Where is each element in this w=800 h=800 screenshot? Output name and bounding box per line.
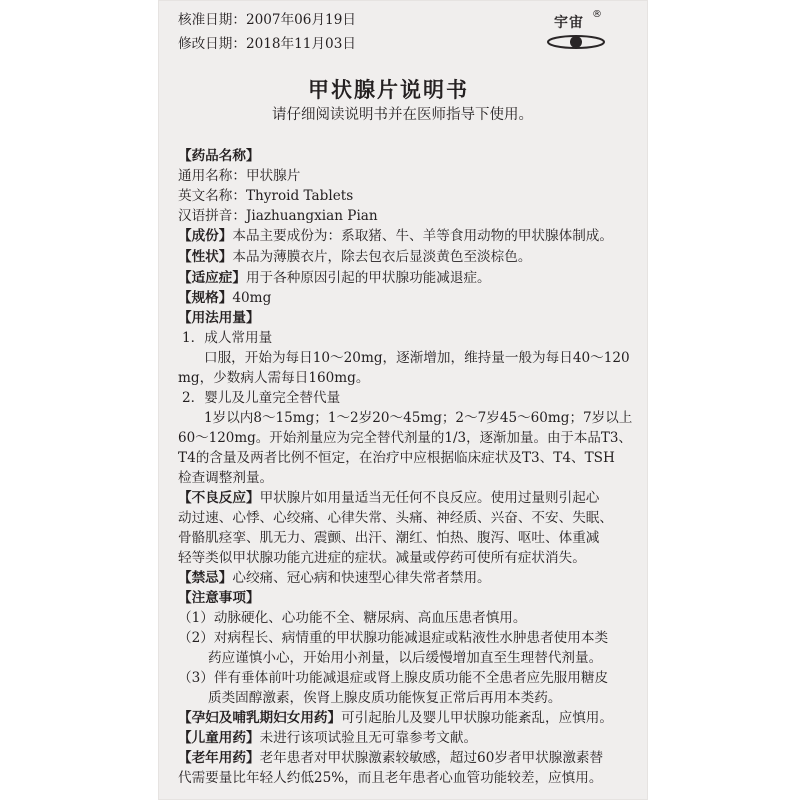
pinyin-name: 汉语拼音：Jiazhuangxian Pian [178,208,378,224]
leaflet-paper [158,0,648,800]
document-title: 甲状腺片说明书 [308,78,469,102]
approval-date: 核准日期：2007年06月19日 [178,12,356,28]
composition-row [178,230,613,244]
registered-mark: ® [592,9,602,20]
adult-dose-line: mg，少数病人需每日160mg。 [178,370,370,386]
adverse-line: 轻等类似甲状腺功能亢进症的症状。减量或停药可使所有症状消失。 [178,550,586,566]
character-label: 【性状】 [178,249,233,265]
pregnancy-row [178,712,613,726]
contraindication-text: 心绞痛、冠心病和快速型心律失常者禁用。 [232,570,491,586]
revision-date: 修改日期：2018年11月03日 [178,36,356,52]
character-row [178,251,531,265]
child-dose-line: T4的含量及两者比例不恒定，在治疗中应根据临床症状及T3、T4、TSH [178,450,615,466]
children-label: 【儿童用药】 [178,730,260,746]
document-subtitle: 请仔细阅读说明书并在医师指导下使用。 [272,107,533,123]
brand-logo [546,10,610,58]
character-text: 本品为薄膜衣片，除去包衣后显淡黄色至淡棕色。 [232,249,532,265]
composition-text: 本品主要成份为：系取猪、牛、羊等食用动物的甲状腺体制成。 [232,228,613,244]
adverse-line: 骨骼肌痉挛、肌无力、震颤、出汗、潮红、怕热、腹泻、呕吐、体重减 [178,530,600,546]
precautions-label: 【注意事项】 [178,590,260,606]
precaution-item-cont: 质类固醇激素，俟肾上腺皮质功能恢复正常后再用本类药。 [208,690,562,706]
adult-heading: 1．成人常用量 [182,330,273,346]
elderly-line: 代需要量比年轻人约低25%，而且老年患者心血管功能较差，应慎用。 [178,770,603,786]
drug-name-label: 【药品名称】 [178,148,260,164]
spec-text: 40mg [232,290,272,306]
children-row [178,732,477,746]
indication-label: 【适应症】 [178,270,246,286]
dosage-label: 【用法用量】 [178,310,260,326]
precaution-item-cont: 药应谨慎小心，开始用小剂量，以后缓慢增加直至生理替代剂量。 [208,650,603,666]
elderly-label: 【老年用药】 [178,750,260,766]
pregnancy-label: 【孕妇及哺乳期妇女用药】 [178,710,342,726]
spec-label: 【规格】 [178,290,233,306]
adverse-row [178,492,599,506]
pregnancy-text: 可引起胎儿及婴儿甲状腺功能紊乱，应慎用。 [341,710,613,726]
contraindication-label: 【禁忌】 [178,570,233,586]
child-dose-line: 60～120mg。开始剂量应为完全替代剂量的1/3，逐渐加量。由于本品T3、 [178,430,632,446]
contraindication-row [178,572,491,586]
adult-dose-line: 口服，开始为每日10～20mg，逐渐增加，维持量一般为每日40～120 [204,350,630,366]
adverse-label: 【不良反应】 [178,490,260,506]
elderly-text: 老年患者对甲状腺激素较敏感，超过60岁者甲状腺激素替 [259,750,604,766]
indication-text: 用于各种原因引起的甲状腺功能减退症。 [245,270,491,286]
child-dose-line: 检查调整剂量。 [178,470,274,486]
planet-orbit-icon [546,28,610,56]
english-name: 英文名称：Thyroid Tablets [178,188,354,204]
precaution-item: （1）动脉硬化、心功能不全、糖尿病、高血压患者慎用。 [178,610,527,626]
brand-name: 宇宙 [554,15,584,31]
composition-label: 【成份】 [178,228,233,244]
elderly-row [178,752,603,766]
adverse-line: 动过速、心悸、心绞痛、心律失常、头痛、神经质、兴奋、不安、失眠、 [178,510,613,526]
child-dose-line: 1岁以内8～15mg；1～2岁20～45mg；2～7岁45～60mg；7岁以上 [204,410,633,426]
generic-name: 通用名称：甲状腺片 [178,168,301,184]
precaution-item: （2）对病程长、病情重的甲状腺功能减退症或粘液性水肿患者使用本类 [178,630,609,646]
children-text: 未进行该项试验且无可靠参考文献。 [259,730,478,746]
spec-row [178,292,271,306]
child-heading: 2．婴儿及儿童完全替代量 [182,390,341,406]
adverse-text: 甲状腺片如用量适当无任何不良反应。使用过量则引起心 [259,490,600,506]
indication-row [178,272,491,286]
precaution-item: （3）伴有垂体前叶功能减退症或肾上腺皮质功能不全患者应先服用糖皮 [178,670,609,686]
